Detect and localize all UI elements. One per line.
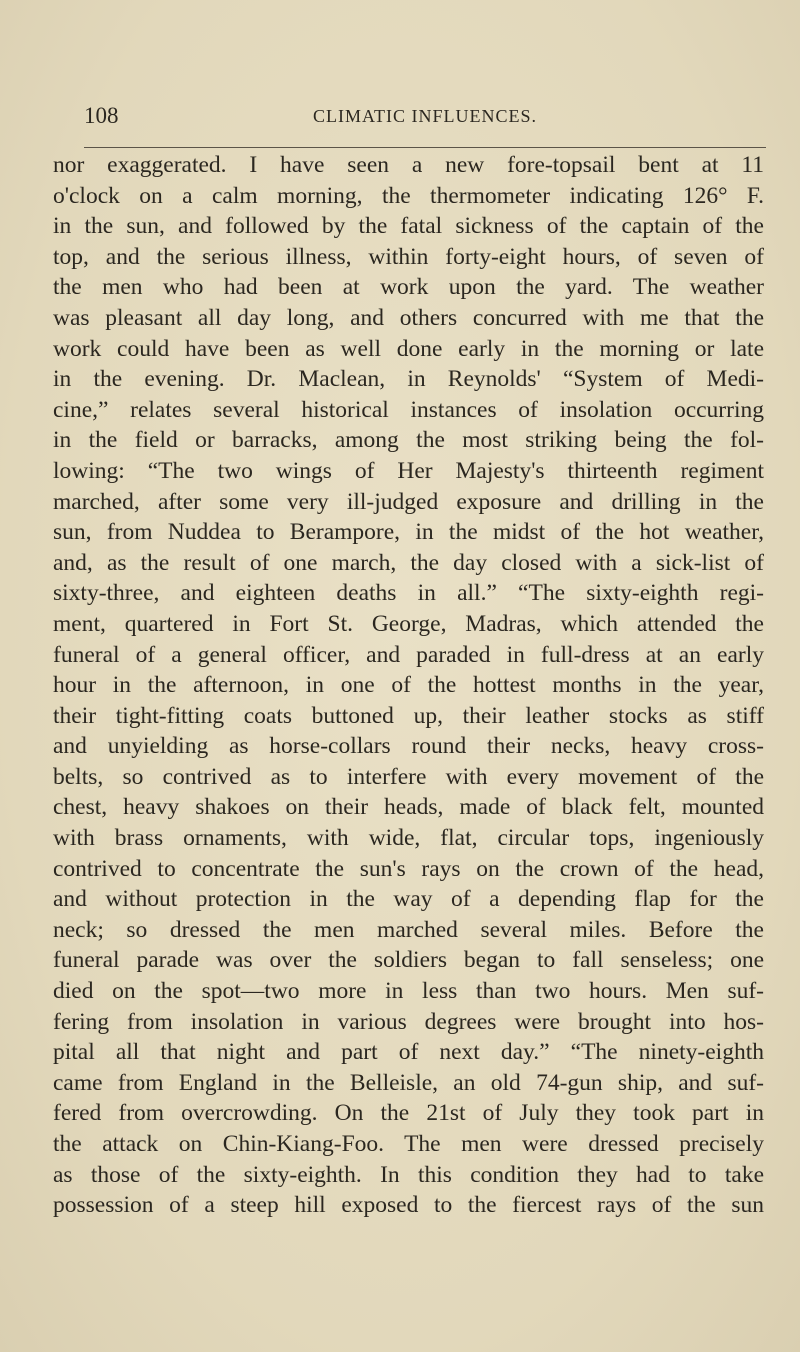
page-header: [84, 103, 766, 133]
text-line: and unyielding as horse-collars round their necks, heavy cross-: [53, 733, 764, 760]
text-line: sun, from Nuddea to Berampore, in the midst of the hot weather,: [53, 519, 764, 546]
running-title: CLIMATIC INFLUENCES.: [312, 106, 537, 126]
text-line: in the field or barracks, among the most striking being the fol-: [53, 427, 764, 454]
text-line: was pleasant all day long, and others concurred with me that the: [53, 304, 764, 331]
text-line: belts, so contrived as to interfere with every movement of the: [53, 763, 764, 790]
text-line: fering from insolation in various degrees were brought into hos-: [53, 1008, 764, 1035]
text-line: their tight-fitting coats buttoned up, their leather stocks as stiff: [53, 702, 764, 729]
text-line: possession of a steep hill exposed to the fiercest rays of the sun: [53, 1192, 764, 1219]
text-line: in the sun, and followed by the fatal sickness of the captain of the: [53, 213, 764, 240]
text-line: contrived to concentrate the sun's rays on the crown of the head,: [53, 855, 764, 882]
text-line: cine,” relates several historical instances of insolation occurring: [53, 396, 764, 423]
text-line: pital all that night and part of next day.” “The ninety-eighth: [53, 1039, 764, 1066]
text-line: came from England in the Belleisle, an old 74-gun ship, and suf-: [53, 1069, 764, 1096]
text-line: hour in the afternoon, in one of the hottest months in the year,: [53, 672, 764, 699]
header-rule: [84, 147, 766, 148]
text-line: nor exaggerated. I have seen a new fore-topsail bent at 11: [53, 152, 764, 178]
text-line: fered from overcrowding. On the 21st of July they took part in: [53, 1100, 764, 1127]
page-number: 108: [84, 103, 119, 128]
text-line: sixty-three, and eighteen deaths in all.” “The sixty-eighth regi-: [53, 580, 764, 607]
text-line: died on the spot—two more in less than two hours. Men suf-: [53, 978, 764, 1005]
text-line: the men who had been at work upon the yard. The weather: [53, 274, 764, 301]
text-line: the attack on Chin-Kiang-Foo. The men were dressed precisely: [53, 1131, 764, 1157]
text-line: marched, after some very ill-judged exposure and drilling in the: [53, 488, 764, 515]
text-line: top, and the serious illness, within forty-eight hours, of seven of: [53, 243, 764, 270]
body-text: [53, 150, 764, 1221]
text-line: and, as the result of one march, the day closed with a sick-list of: [53, 549, 764, 576]
text-line: ment, quartered in Fort St. George, Madras, which attended the: [53, 610, 764, 637]
text-line: funeral parade was over the soldiers began to fall senseless; one: [53, 947, 764, 974]
text-line: as those of the sixty-eighth. In this condition they had to take: [53, 1161, 764, 1188]
text-line: lowing: “The two wings of Her Majesty's thirteenth regiment: [53, 457, 764, 484]
text-line: neck; so dressed the men marched several miles. Before the: [53, 916, 764, 943]
text-line: chest, heavy shakoes on their heads, made of black felt, mounted: [53, 794, 764, 821]
text-line: and without protection in the way of a depending flap for the: [53, 886, 764, 913]
text-line: funeral of a general officer, and paraded in full-dress at an early: [53, 641, 764, 668]
text-line: work could have been as well done early in the morning or late: [53, 335, 764, 362]
text-line: with brass ornaments, with wide, flat, circular tops, ingeniously: [53, 825, 764, 852]
text-line: o'clock on a calm morning, the thermometer indicating 126° F.: [53, 182, 764, 209]
text-line: in the evening. Dr. Maclean, in Reynolds' “System of Medi-: [53, 366, 764, 393]
